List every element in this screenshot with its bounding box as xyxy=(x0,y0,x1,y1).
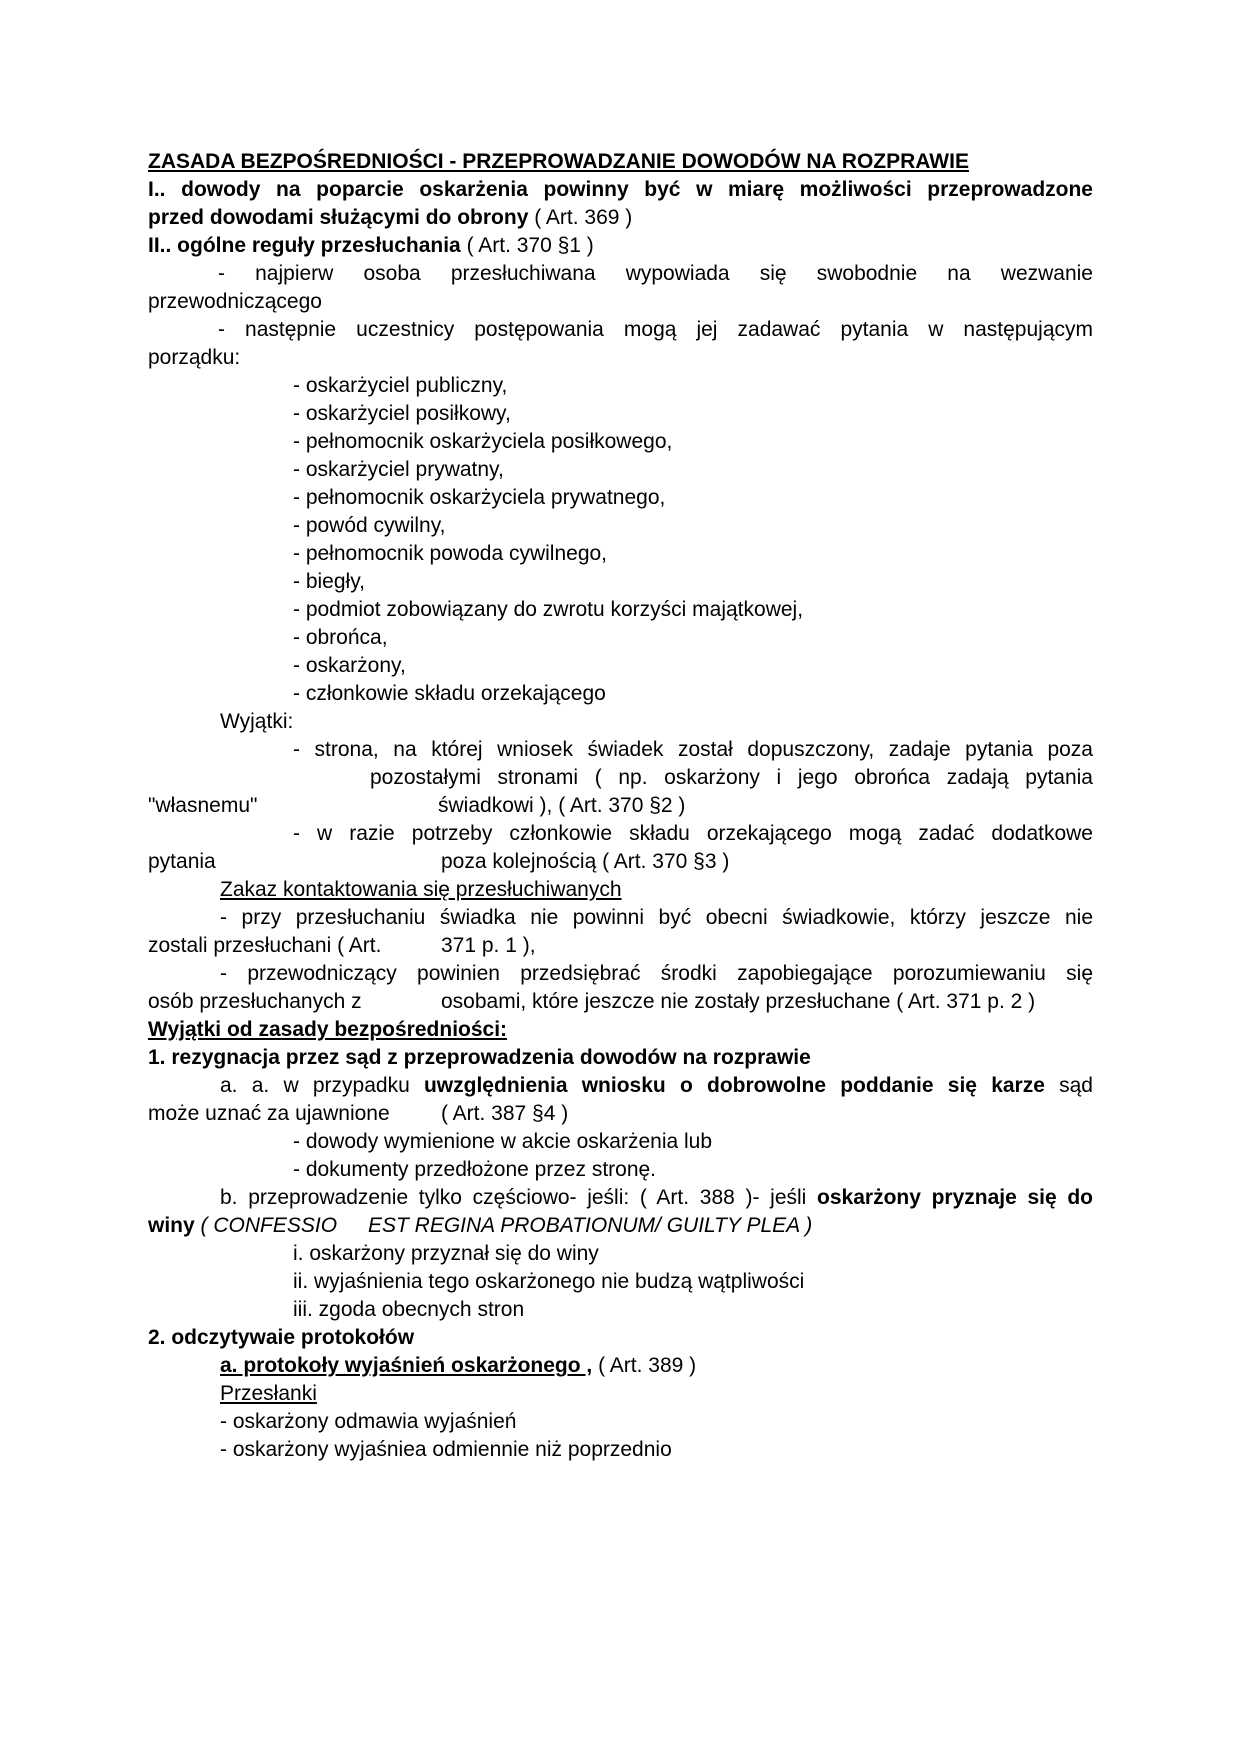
exceptions-direct-heading: Wyjątki od zasady bezpośredniości: xyxy=(148,1018,508,1041)
order-item-7: - biegły, xyxy=(293,570,365,593)
section1-heading: 1. rezygnacja przez sąd z przeprowadzenia dowodów na rozprawie xyxy=(148,1046,811,1069)
section2-heading: 2. odczytywaie protokołów xyxy=(148,1326,415,1349)
contact-ban-2-line2-b: osobami, które jeszcze nie zostały przesłuchane ( Art. 371 p. 2 ) xyxy=(441,990,1036,1013)
premise-item-1: - oskarżony wyjaśniea odmiennie niż poprzednio xyxy=(220,1438,672,1461)
exception1-line3-b: świadkowi ), ( Art. 370 §2 ) xyxy=(438,794,686,817)
p1-line2-ref: ( Art. 369 ) xyxy=(528,206,633,229)
rule1-line1: - najpierw osoba przesłuchiwana wypowiada się swobodnie na wezwanie xyxy=(218,262,1093,285)
exception2-line2-b: poza kolejnością ( Art. 370 §3 ) xyxy=(441,850,730,873)
p2-heading xyxy=(148,232,594,260)
premises-label: Przesłanki xyxy=(220,1382,317,1405)
document-title: ZASADA BEZPOŚREDNIOŚCI - PRZEPROWADZANIE DOWODÓW NA ROZPRAWIE xyxy=(148,150,969,173)
contact-ban-2-line2-a: osób przesłuchanych z xyxy=(148,990,362,1013)
section1a-item-1: - dokumenty przedłożone przez stronę. xyxy=(293,1158,657,1181)
p2-heading-ref: ( Art. 370 §1 ) xyxy=(460,234,594,257)
order-item-5: - powód cywilny, xyxy=(293,514,446,537)
section1b-item-0: i. oskarżony przyznał się do winy xyxy=(293,1242,599,1265)
p1-line2 xyxy=(148,204,632,232)
order-item-8: - podmiot zobowiązany do zwrotu korzyści majątkowej, xyxy=(293,598,804,621)
contact-ban-1-line2-a: zostali przesłuchani ( Art. xyxy=(148,934,382,957)
exception1-line1: - strona, na której wniosek świadek został dopuszczony, zadaje pytania poza xyxy=(293,738,1093,761)
rule2-line1: - następnie uczestnicy postępowania mogą jej zadawać pytania w następującym xyxy=(218,318,1093,341)
rule2-line2: porządku: xyxy=(148,346,241,369)
section2a-ref: ( Art. 389 ) xyxy=(592,1354,697,1377)
section1a-line2-a: może uznać za ujawnione xyxy=(148,1102,390,1125)
order-item-0: - oskarżyciel publiczny, xyxy=(293,374,508,397)
p1-line1: I.. dowody na poparcie oskarżenia powinny być w miarę możliwości przeprowadzone xyxy=(148,178,1093,201)
section2a-heading-line xyxy=(220,1352,696,1380)
contact-ban-2-line1: - przewodniczący powinien przedsiębrać środki zapobiegające porozumiewaniu się xyxy=(220,962,1093,985)
section1b-item-1: ii. wyjaśnienia tego oskarżonego nie budzą wątpliwości xyxy=(293,1270,805,1293)
order-item-9: - obrońca, xyxy=(293,626,388,649)
order-item-11: - członkowie składu orzekającego xyxy=(293,682,606,705)
exception1-line2: pozostałymi stronami ( np. oskarżony i jego obrońca zadają pytania xyxy=(370,766,1093,789)
section1a-pre: a. a. w przypadku xyxy=(220,1074,424,1097)
exception1-line3-a: "własnemu" xyxy=(148,794,258,817)
section1b-line2-b: EST REGINA PROBATIONUM/ GUILTY PLEA ) xyxy=(368,1214,813,1237)
contact-ban-1-line1: - przy przesłuchaniu świadka nie powinni być obecni świadkowie, którzy jeszcze nie xyxy=(220,906,1093,929)
exceptions-label: Wyjątki: xyxy=(220,710,294,733)
p2-heading-bold: II.. ogólne reguły przesłuchania xyxy=(148,234,461,257)
contact-ban-1-line2-b: 371 p. 1 ), xyxy=(441,934,536,957)
section1a-bold: uwzględnienia wniosku o dobrowolne poddanie się karze xyxy=(423,1074,1045,1097)
p1-line2-bold: przed dowodami służącymi do obrony xyxy=(148,206,529,229)
section1b-line1 xyxy=(148,1184,1093,1212)
section1b-bold: oskarżony pryznaje się do xyxy=(817,1186,1093,1209)
section1a-post: sąd xyxy=(1044,1074,1093,1097)
contact-ban-heading: Zakaz kontaktowania się przesłuchiwanych xyxy=(220,878,622,901)
section1b-line2-a: ( CONFESSIO xyxy=(194,1214,338,1237)
order-item-6: - pełnomocnik powoda cywilnego, xyxy=(293,542,608,565)
section1b-line2 xyxy=(148,1212,337,1240)
order-item-1: - oskarżyciel posiłkowy, xyxy=(293,402,511,425)
exception2-line2-a: pytania xyxy=(148,850,216,873)
order-item-2: - pełnomocnik oskarżyciela posiłkowego, xyxy=(293,430,673,453)
section2a-heading: a. protokoły wyjaśnień oskarżonego , xyxy=(220,1354,593,1377)
section1a-line1 xyxy=(148,1072,1093,1100)
section1a-line2-b: ( Art. 387 §4 ) xyxy=(441,1102,569,1125)
order-item-4: - pełnomocnik oskarżyciela prywatnego, xyxy=(293,486,666,509)
order-item-3: - oskarżyciel prywatny, xyxy=(293,458,504,481)
exception2-line1: - w razie potrzeby członkowie składu orzekającego mogą zadać dodatkowe xyxy=(293,822,1093,845)
section1a-item-0: - dowody wymienione w akcie oskarżenia lub xyxy=(293,1130,713,1153)
order-item-10: - oskarżony, xyxy=(293,654,406,677)
section1b-line2-bold: winy xyxy=(148,1214,195,1237)
rule1-line2: przewodniczącego xyxy=(148,290,322,313)
premise-item-0: - oskarżony odmawia wyjaśnień xyxy=(220,1410,517,1433)
section1b-item-2: iii. zgoda obecnych stron xyxy=(293,1298,525,1321)
section1b-pre: b. przeprowadzenie tylko częściowo- jeśli: ( Art. 388 )- jeśli xyxy=(220,1186,818,1209)
